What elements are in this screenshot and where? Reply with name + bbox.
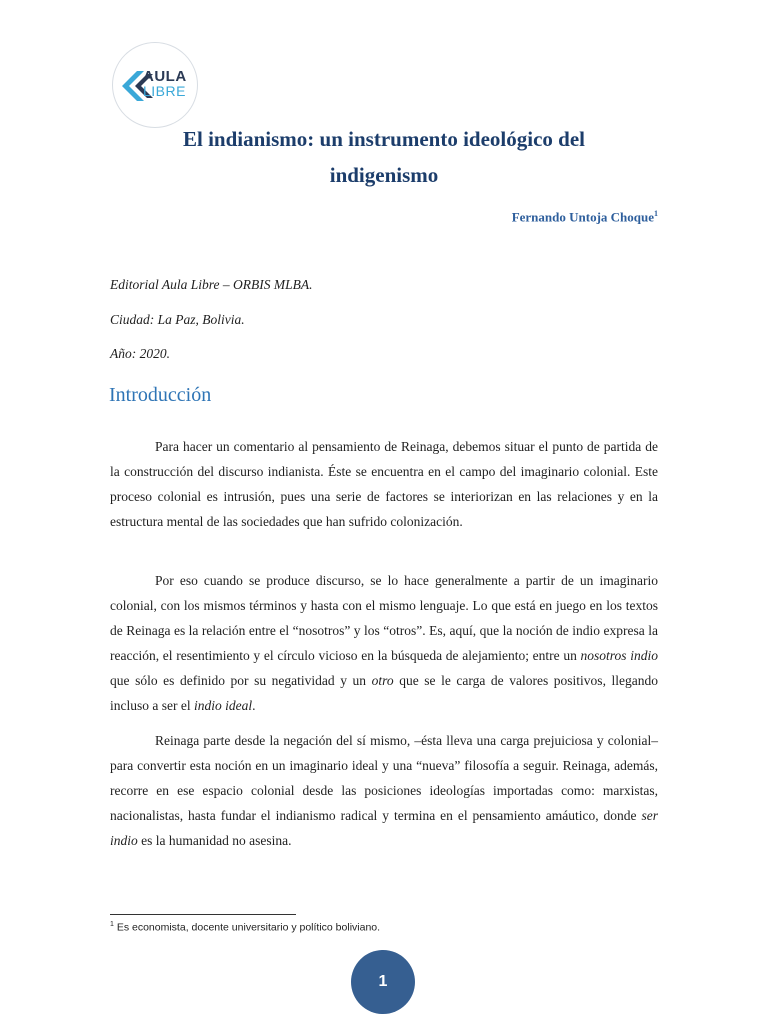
author-name-text: Fernando Untoja Choque (511, 209, 654, 225)
paragraph-3 (110, 728, 658, 853)
section-heading: Introducción (109, 384, 212, 406)
document-title-line-1: El indianismo: un instrumento ideológico del (183, 127, 585, 151)
paragraph-3-part-a: Reinaga parte desde la negación del sí mismo, –ésta lleva una carga prejuiciosa y colonial– para convertir esta noción en un imaginario ideal y una “nueva” filosofía a seguir. Reinaga, además, recorre en ese espacio colonial desde las posiciones ideologías importadas como: marxistas, nacionalistas, hasta fundar el indianismo radical y termina en el pensamiento amáutico, donde (110, 733, 658, 823)
paragraph-3-emphasis-ser-indio: ser indio (110, 808, 658, 848)
author-footnote-mark: 1 (654, 209, 658, 218)
paragraph-2-part-c: que se le carga de valores positivos, llegando incluso a ser el (110, 673, 658, 713)
page-number: 1 (378, 973, 388, 990)
paragraph-2-text (110, 568, 658, 718)
year-line: Año: 2020. (110, 346, 170, 361)
paragraph-2-emphasis-nosotros-indio: nosotros indio (580, 648, 658, 663)
footnote (110, 921, 380, 934)
paragraph-3-part-b: es la humanidad no asesina. (137, 833, 292, 848)
logo-aula-text: AULA (143, 68, 187, 85)
city-line: Ciudad: La Paz, Bolivia. (110, 312, 245, 327)
paragraph-2-part-b: que sólo es definido por su negatividad y un (110, 673, 372, 688)
paragraph-1-text: Para hacer un comentario al pensamiento de Reinaga, debemos situar el punto de partida de la construcción del discurso indianista. Éste se encuentra en el campo del imaginario colonial. Este proceso colonial es intrusión, pues una serie de factores se interiorizan en las relaciones y en la estructura mental de las sociedades que han sufrido colonización. (110, 439, 658, 529)
paragraph-1 (110, 434, 658, 534)
logo-libre-text: LIBRE (143, 83, 186, 99)
document-title-line-2: indigenismo (329, 163, 439, 187)
footnote-text: Es economista, docente universitario y político boliviano. (113, 921, 381, 934)
paragraph-2-emphasis-indio-ideal: indio ideal (193, 698, 253, 713)
paragraph-3-text (110, 728, 658, 853)
paragraph-2-part-a: Por eso cuando se produce discurso, se lo hace generalmente a partir de un imaginario colonial, con los mismos términos y hasta con el mismo lenguaje. Lo que está en juego en los textos de Reinaga es la relación entre el “nosotros” y los “otros”. Es, aquí, que la noción de indio expresa la reacción, el resentimiento y el círculo vicioso en la búsqueda de alejamiento; entre un (110, 573, 658, 663)
footnote-separator (110, 914, 296, 915)
paragraph-2-part-d: . (252, 698, 256, 713)
footnote-mark: 1 (110, 921, 114, 928)
aula-libre-logo (112, 42, 198, 128)
author-name (512, 209, 658, 225)
page-number-badge (351, 950, 415, 1014)
editorial-line: Editorial Aula Libre – ORBIS MLBA. (110, 277, 313, 292)
paragraph-2-emphasis-otro: otro (371, 673, 394, 688)
paragraph-2 (110, 568, 658, 718)
